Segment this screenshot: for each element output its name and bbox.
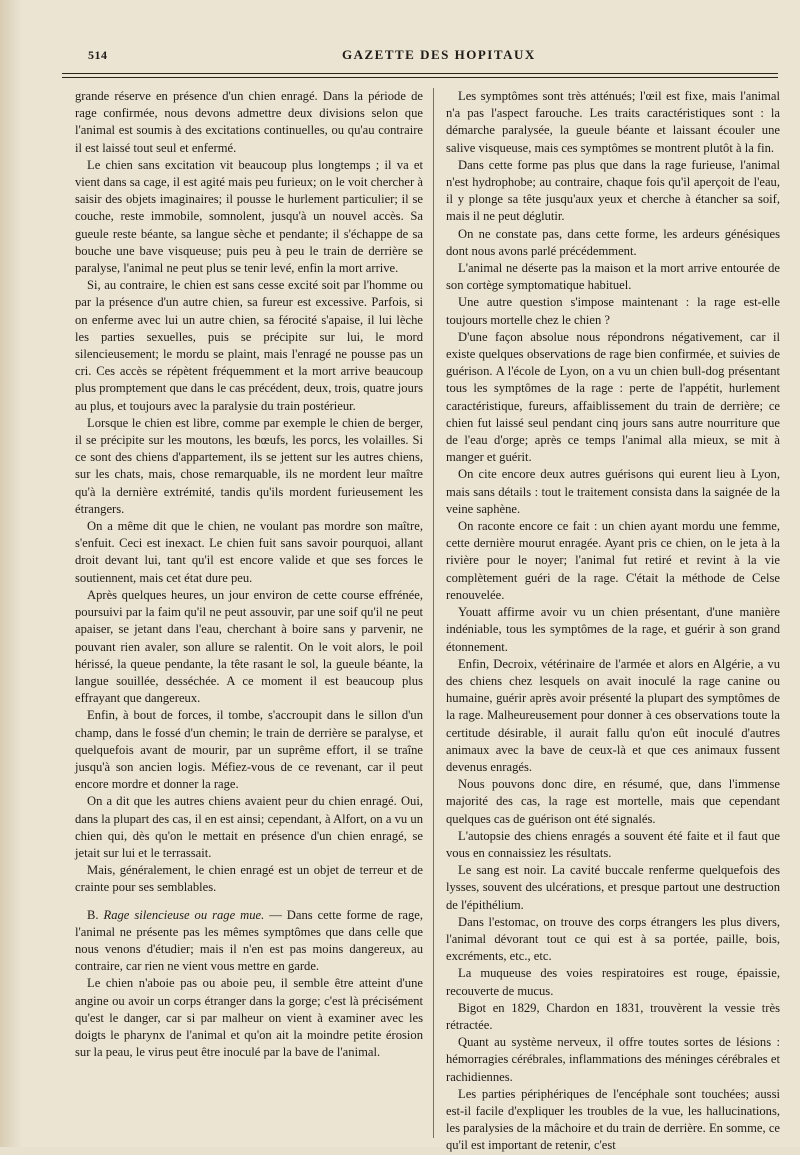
paragraph: Si, au contraire, le chien est sans cesse excité soit par l'homme ou par la présence d'un autre chien, sa fureur est excessive. Parfois, si on enferme avec lui un autre chien, sa férocité s'apaise, il lui lèche les parties sexuelles, puis se précipite sur lui, le mord silencieusement; le mordu se plaint, mais l'enragé ne pousse pas un cri. Ces accès se répètent fréquemment et la mort arrive beaucoup plus promptement que dans le cas précédent, deux, trois, quatre jours au plus, et toujours avec la paralysie du train postérieur. [75, 278, 423, 413]
header-rule-bottom [62, 77, 778, 78]
paragraph: Quant au système nerveux, il offre toutes sortes de lésions : hémorragies cérébrales, inflammations des méninges cérébrales et rachidiennes. [446, 1035, 780, 1084]
paragraph: Bigot en 1829, Chardon en 1831, trouvèrent la vessie très rétractée. [446, 1000, 780, 1032]
journal-title: GAZETTE DES HOPITAUX [342, 47, 536, 62]
paragraph: Le chien sans excitation vit beaucoup plus longtemps ; il va et vient dans sa cage, il est agité mais peu furieux; on le voit chercher à saisir des objets imaginaires; il pousse le hurlement particulier; il se couche, reste immobile, somnolent, jusqu'à un nouvel accès. Sa gueule reste béante, sa langue sèche et pendante; il s'échappe de sa bouche une bave visqueuse; puis peu à peu le train de derrière se paralyse, l'animal ne peut plus se tenir levé, enfin la mort arrive. [75, 157, 423, 276]
paragraph: Le sang est noir. La cavité buccale renferme quelquefois des lysses, souvent des ulcérations, et presque partout une destruction de l'épithélium. [446, 863, 780, 912]
paragraph: Après quelques heures, un jour environ de cette course effrénée, poursuivi par la faim qu'il ne peut assouvir, par une soif qu'il ne peut apaiser, se jetant dans l'eau, cherchant à boire sans y parvenir, ne pouvant rien avaler, son allure se ralentit. On le voit alors, le poil hérissé, la queue pendante, la tête rasant le sol, la gueule béante, la langue souillée, desséchée. A ce moment il est beaucoup plus effrayant que dangereux. [75, 587, 423, 706]
page-header [62, 44, 778, 68]
paragraph: Nous pouvons donc dire, en résumé, que, dans l'immense majorité des cas, la rage est mortelle, mais que cependant quelques cas de guérison ont été signalés. [446, 777, 780, 826]
paragraph: On raconte encore ce fait : un chien ayant mordu une femme, cette dernière mourut enragée. Ayant pris ce chien, on le jeta à la rivière pour le noyer; l'animal fut retiré et revint à la vie complètement guéri de la rage. C'était la méthode de Celse renouvelée. [446, 519, 780, 602]
section-text: — Dans cette forme de rage, l'animal ne présente pas les mêmes symptômes que dans celle que nous venons d'étudier; mais il n'en est pas moins dangereux, au contraire, car rien ne vient vous mettre en garde. [75, 907, 423, 974]
paragraph: D'une façon absolue nous répondrons négativement, car il existe quelques observations de rage bien confirmée, et suivies de guérison. A l'école de Lyon, on a vu un chien bull-dog présentant tous les symptômes de la rage : perte de l'appétit, hurlement caractéristique, fureurs, affaiblissement du train de derrière; ce chien fut laissé seul pendant cinq jours sans autre nourriture que de l'eau d'orge; après ce temps l'animal alla mieux, se mit à manger et guérit. [446, 329, 780, 465]
section-label: B. [87, 907, 99, 922]
column-divider [433, 88, 434, 1138]
paragraph: Le chien n'aboie pas ou aboie peu, il semble être atteint d'une angine ou avoir un corps étranger dans la gorge; c'est là précisément qu'est le danger, car si par malheur on vient à examiner avec les doigts le pharynx de l'animal et qu'on ait la moindre petite érosion sur la peau, le virus peut être inoculé par la bave de l'animal. [75, 976, 423, 1060]
paragraph: grande réserve en présence d'un chien enragé. Dans la période de rage confirmée, nous devons admettre deux divisions selon que l'animal est soumis à des excitations continuelles, ou qu'au contraire il est laissé tout seul et enfermé. [75, 89, 423, 155]
paragraph: Lorsque le chien est libre, comme par exemple le chien de berger, il se précipite sur les moutons, les bœufs, les porcs, les volailles. Si ce sont des chiens d'appartement, ils se jettent sur les autres chiens, sur les chats, mais, chose remarquable, ils ne mordent leur maître qu'à la dernière extrémité, tandis qu'ils mordent furieusement les étrangers. [75, 415, 423, 516]
paragraph: L'animal ne déserte pas la maison et la mort arrive entourée de son cortège symptomatique habituel. [446, 261, 780, 293]
paragraph: Youatt affirme avoir vu un chien présentant, d'une manière indéniable, tous les symptômes de la rage, et guérir à son grand étonnement. [446, 605, 780, 654]
paragraph: On cite encore deux autres guérisons qui eurent lieu à Lyon, mais sans détails : tout le traitement consista dans la saignée de la veine saphène. [446, 467, 780, 516]
paragraph: Mais, généralement, le chien enragé est un objet de terreur et de crainte pour ses semblables. [75, 863, 423, 895]
paragraph: On a dit que les autres chiens avaient peur du chien enragé. Oui, dans la plupart des cas, il en est ainsi; cependant, à Alfort, on a vu un chien qui, dès qu'on le mettait en présence d'un chien enragé, se jetait sur lui et le terrassait. [75, 794, 423, 860]
paragraph: Enfin, à bout de forces, il tombe, s'accroupit dans le sillon d'un champ, dans le fossé d'un chemin; le train de derrière se paralyse, et quelquefois avant de mourir, par un suprême effort, il se traîne jusqu'à son ancien logis. Méfiez-vous de ce revenant, car il peut encore mordre et donner la rage. [75, 708, 423, 792]
paragraph: La muqueuse des voies respiratoires est rouge, épaissie, recouverte de mucus. [446, 966, 780, 998]
paragraph: Dans l'estomac, on trouve des corps étrangers les plus divers, l'animal dévorant tout ce qui est à sa portée, paille, bois, excréments, etc., etc. [446, 914, 780, 964]
section-title: Rage silencieuse ou rage mue. [103, 907, 265, 922]
page-number: 514 [88, 48, 108, 62]
left-column [75, 88, 423, 1138]
paragraph: Les symptômes sont très atténués; l'œil est fixe, mais l'animal n'a pas l'aspect farouche. Les traits caractéristiques sont : la démarche paralysée, la gueule béante et laissant écouler une salive visqueuse, mais ces symptômes se montrent plutôt à la fin. [446, 89, 780, 155]
header-rule-top [62, 73, 778, 74]
paragraph: Enfin, Decroix, vétérinaire de l'armée et alors en Algérie, a vu des chiens chez lesquels on avait inoculé la rage canine ou humaine, guérir après avoir présenté la plupart des symptômes de la rage. Malheureusement pour donner à ces observations toute la certitude désirable, il aurait fallu qu'on eût inoculé d'autres animaux avec la bave de ceux-là et que ces animaux fussent devenus enragés. [446, 656, 780, 774]
section-b-paragraph [75, 907, 423, 976]
paragraph: L'autopsie des chiens enragés a souvent été faite et il faut que vous en connaissiez les résultats. [446, 828, 780, 860]
paragraph: Dans cette forme pas plus que dans la rage furieuse, l'animal n'est hydrophobe; au contraire, chaque fois qu'il aperçoit de l'eau, il y plonge sa tête jusqu'aux yeux et cherche à étancher sa soif, mais il ne peut déglutir. [446, 157, 780, 224]
paragraph: Les parties périphériques de l'encéphale sont touchées; aussi est-il facile d'expliquer les troubles de la vue, les hallucinations, les paralysies de la mâchoire et du train de derrière. En somme, ce qu'il est important de retenir, c'est [446, 1086, 780, 1153]
paragraph: On a même dit que le chien, ne voulant pas mordre son maître, s'enfuit. Ceci est inexact. Le chien fuit sans savoir pourquoi, allant droit devant lui, tant qu'il est encore valide et que ses forces le soutiennent, mais cet état dure peu. [75, 519, 423, 585]
paragraph: Une autre question s'impose maintenant : la rage est-elle toujours mortelle chez le chien ? [446, 295, 780, 327]
paragraph: On ne constate pas, dans cette forme, les ardeurs génésiques dont nous avons parlé précédemment. [446, 226, 780, 258]
page-gutter-shadow [0, 0, 22, 1147]
right-column [446, 88, 780, 1153]
